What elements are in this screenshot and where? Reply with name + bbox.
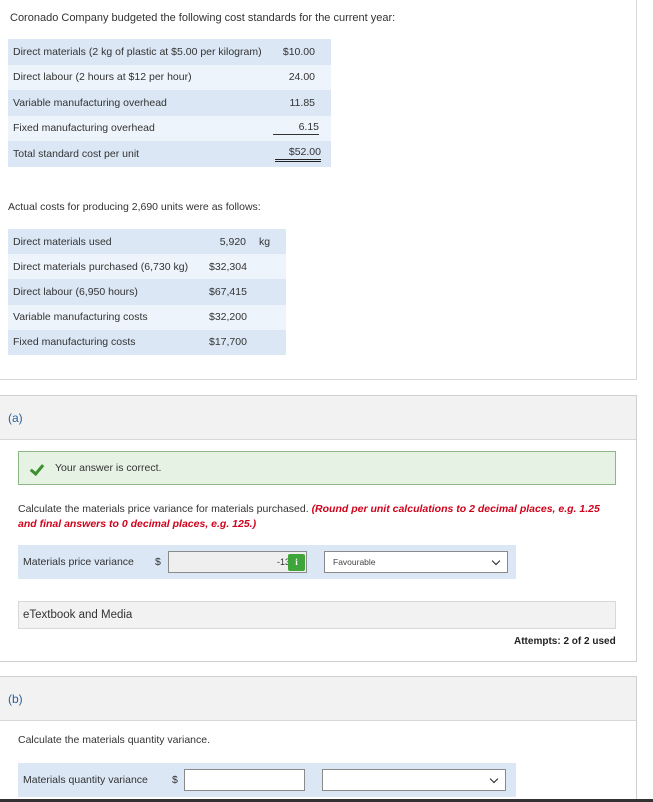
row-label: Direct materials purchased (6,730 kg) [13, 260, 189, 273]
question-main: Calculate the materials price variance for materials purchased. [18, 503, 312, 515]
correct-feedback-banner [18, 451, 616, 485]
row-value: $32,304 [209, 260, 247, 273]
row-label: Total standard cost per unit [13, 147, 140, 160]
variance-type-select[interactable] [324, 551, 508, 573]
table-row [8, 229, 286, 254]
materials-quantity-variance-input[interactable] [184, 769, 305, 791]
part-b-header [0, 677, 636, 721]
feedback-text: Your answer is correct. [55, 462, 162, 474]
row-label: Direct labour (6,950 hours) [13, 285, 138, 298]
currency-symbol: $ [155, 556, 161, 568]
answer-label: Materials quantity variance [23, 774, 148, 786]
currency-symbol: $ [172, 774, 178, 786]
question-text: Calculate the materials quantity variance. [18, 734, 211, 746]
row-label: Variable manufacturing costs [13, 311, 148, 324]
table-row [8, 305, 286, 330]
info-icon[interactable]: i [288, 554, 305, 571]
table-row-total [8, 141, 331, 167]
table-row [8, 116, 331, 142]
rounding-note: (Round per unit calculations to 2 decimal places, e.g. 1.25 and final answers to 0 decimal places, e.g. 125.) [18, 503, 600, 530]
etextbook-media-link[interactable]: eTextbook and Media [18, 601, 616, 629]
row-label: Fixed manufacturing overhead [13, 122, 155, 135]
row-label: Direct labour (2 hours at $12 per hour) [13, 71, 192, 84]
part-label: (b) [8, 692, 23, 706]
chevron-down-icon [492, 557, 500, 565]
problem-intro: Coronado Company budgeted the following cost standards for the current year: [10, 12, 396, 24]
answer-row [18, 763, 516, 797]
row-value: 5,920 [219, 235, 246, 248]
row-unit: kg [259, 235, 271, 248]
question-text [18, 502, 618, 532]
row-value: $17,700 [209, 336, 247, 349]
table-row [8, 90, 331, 116]
row-value: 11.85 [289, 96, 315, 109]
standard-cost-table [8, 39, 331, 167]
attempts-counter: Attempts: 2 of 2 used [514, 636, 616, 647]
answer-row [18, 545, 516, 579]
actual-cost-table [8, 229, 286, 355]
answer-label: Materials price variance [23, 556, 134, 568]
select-value: Favourable [333, 557, 376, 567]
row-value: 24.00 [288, 71, 315, 84]
row-label: Direct materials used [13, 235, 112, 248]
row-value: $52.00 [275, 146, 321, 162]
table-row [8, 330, 286, 355]
divider [0, 379, 637, 380]
materials-price-variance-input[interactable] [168, 551, 307, 573]
row-label: Direct materials (2 kg of plastic at $5.00 per kilogram) [13, 45, 262, 58]
row-value: $67,415 [209, 285, 247, 298]
row-value: $10.00 [282, 45, 315, 58]
row-label: Variable manufacturing overhead [13, 96, 167, 109]
chevron-down-icon [490, 775, 498, 783]
table-row [8, 39, 331, 65]
row-value: 6.15 [273, 121, 319, 135]
table-row [8, 65, 331, 91]
checkmark-icon [31, 461, 45, 475]
actual-costs-intro: Actual costs for producing 2,690 units were as follows: [8, 201, 261, 213]
row-value: $32,200 [209, 311, 247, 324]
table-row [8, 279, 286, 304]
divider [636, 0, 637, 380]
table-row [8, 254, 286, 279]
row-label: Fixed manufacturing costs [13, 336, 136, 349]
part-label: (a) [8, 411, 23, 425]
part-a-header [0, 396, 636, 440]
variance-type-select[interactable] [322, 769, 506, 791]
